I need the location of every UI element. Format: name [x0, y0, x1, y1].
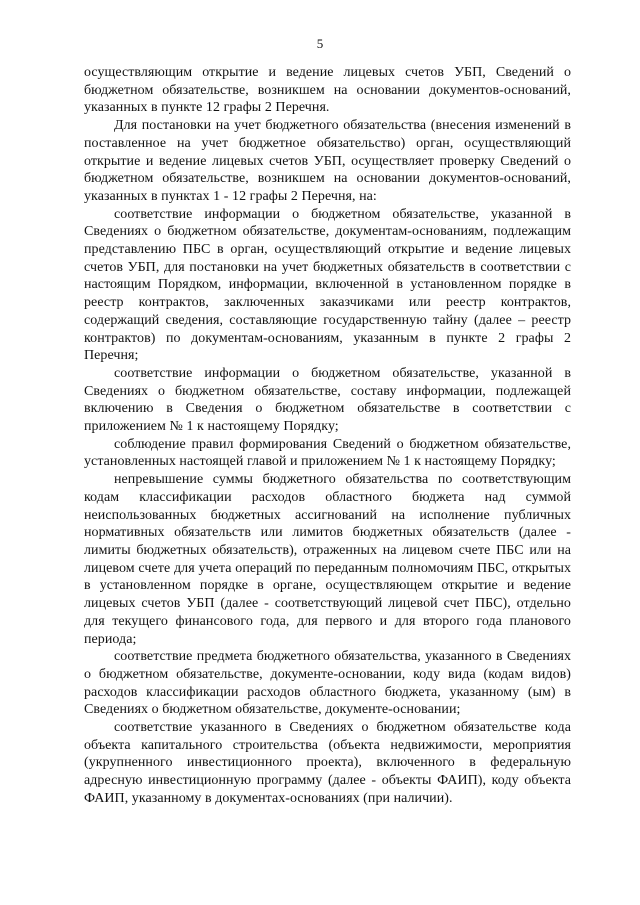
- document-body: [84, 64, 571, 808]
- paragraph-4: соответствие информации о бюджетном обязательстве, указанной в Сведениях о бюджетном обязательстве, составу информации, подлежащей включению в Сведения о бюджетном обязательстве в соответствии с приложением № 1 к настоящему Порядку;: [84, 365, 571, 435]
- paragraph-2: Для постановки на учет бюджетного обязательства (внесения изменений в поставленное на учет бюджетное обязательство) орган, осуществляющий открытие и ведение лицевых счетов УБП, осуществляет проверку Сведений о бюджетном обязательстве, возникшем на основании документов-оснований, указанных в пунктах 1 - 12 графы 2 Перечня, на:: [84, 118, 571, 204]
- paragraph-6: непревышение суммы бюджетного обязательства по соответствующим кодам классификации расходов областного бюджета над суммой неиспользованных бюджетных ассигнований на исполнение публичных нормативных обязательств или лимитов бюджетных обязательств (далее - лимиты бюджетных обязательств), отраженных на лицевом счете ПБС или на лицевом счете для учета операций по переданным полномочиям ПБС, открытых в установленном порядке в органе, осуществляющем открытие и ведение лицевых счетов УБП (далее - соответствующий лицевой счет ПБС), отдельно для текущего финансового года, для первого и для второго года планового периода;: [84, 472, 571, 647]
- paragraph-3: соответствие информации о бюджетном обязательстве, указанной в Сведениях о бюджетном обязательстве, документам-основаниям, подлежащим представлению ПБС в орган, осуществляющий открытие и ведение лицевых счетов УБП, для постановки на учет бюджетных обязательств в соответствии с настоящим Порядком, информации, включенной в установленном порядке в реестр контрактов, заключенных заказчиками или реестр контрактов, содержащий сведения, составляющие государственную тайну (далее – реестр контрактов) по документам-основаниям, указанным в пункте 2 графы 2 Перечня;: [84, 206, 571, 364]
- paragraph-5: соблюдение правил формирования Сведений о бюджетном обязательстве, установленных настоящей главой и приложением № 1 к настоящему Порядку;: [84, 436, 571, 470]
- paragraph-7: соответствие предмета бюджетного обязательства, указанного в Сведениях о бюджетном обязательстве, документе-основании, коду вида (кодам видов) расходов классификации расходов областного бюджета, указанному (ым) в Сведениях о бюджетном обязательстве, документе-основании;: [84, 649, 571, 718]
- paragraph-1: осуществляющим открытие и ведение лицевых счетов УБП, Сведений о бюджетном обязательстве, возникшем на основании документов-оснований, указанных в пункте 12 графы 2 Перечня.: [84, 65, 571, 116]
- paragraph-8: соответствие указанного в Сведениях о бюджетном обязательстве кода объекта капитального строительства (объекта недвижимости, мероприятия (укрупненного инвестиционного проекта), включенного в федеральную адресную инвестиционную программу (далее - объекты ФАИП), коду объекта ФАИП, указанному в документах-основаниях (при наличии).: [84, 720, 571, 806]
- page-number: 5: [316, 36, 324, 51]
